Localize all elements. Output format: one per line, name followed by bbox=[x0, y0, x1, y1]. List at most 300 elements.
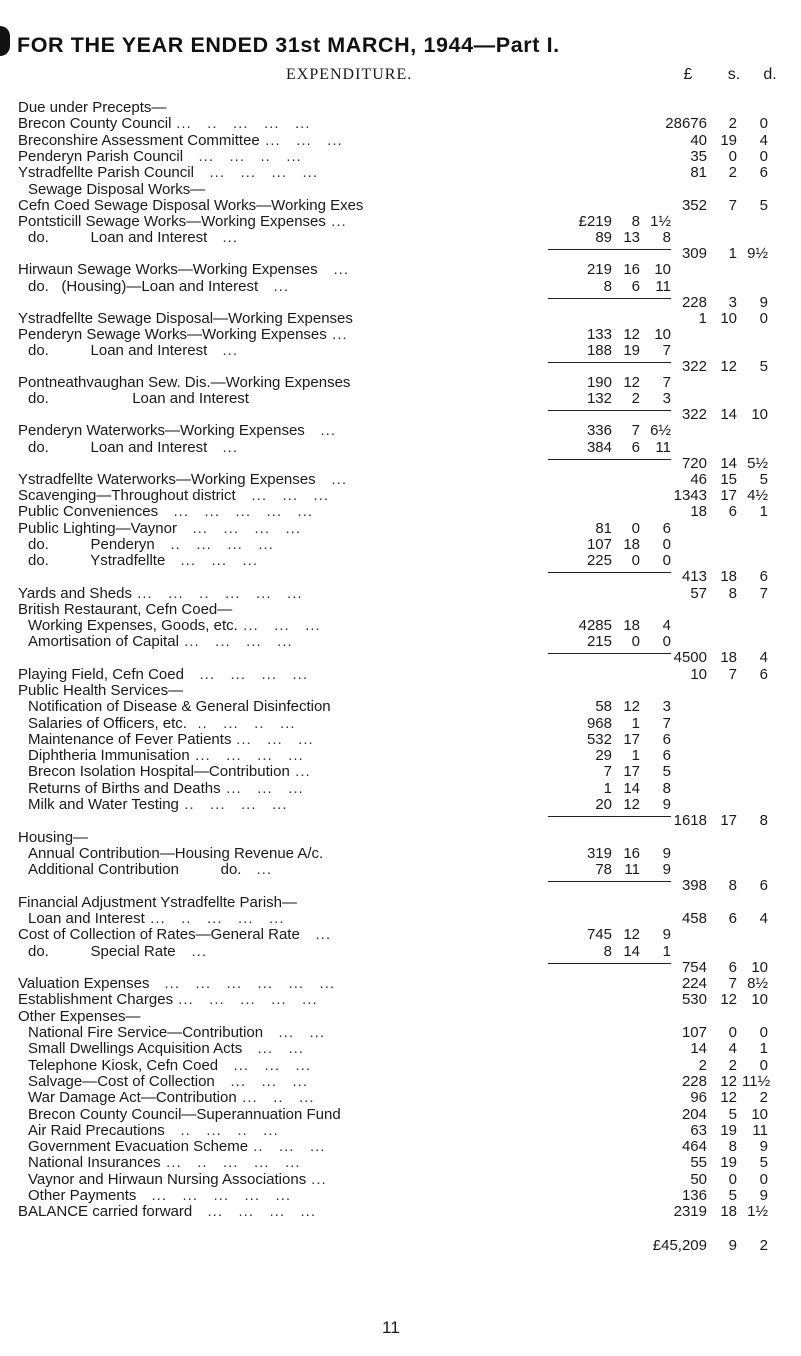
leader-dots: ... bbox=[300, 926, 332, 943]
leader-dots: ... bbox=[241, 861, 273, 878]
mid-amount: 968 bbox=[586, 715, 612, 732]
right-amount: 55 bbox=[690, 1154, 707, 1171]
mid-amount: 11 bbox=[655, 439, 671, 456]
right-amount: 5 bbox=[759, 471, 768, 488]
ledger-row bbox=[0, 1090, 801, 1106]
mid-amount: 1 bbox=[631, 747, 640, 764]
subtotal-row bbox=[0, 295, 801, 311]
mid-amount: 8 bbox=[603, 278, 612, 295]
subtotal-row bbox=[0, 407, 801, 423]
leader-dots: ... ... ... bbox=[165, 552, 259, 569]
right-amount: 15 bbox=[720, 471, 737, 488]
right-amount: 12 bbox=[720, 991, 737, 1008]
right-amount: 4 bbox=[759, 132, 768, 149]
leader-dots: ... bbox=[258, 278, 290, 295]
row-description: Small Dwellings Acquisition Acts bbox=[28, 1040, 243, 1057]
right-amount: 8 bbox=[728, 1138, 737, 1155]
mid-amount: 384 bbox=[586, 439, 612, 456]
right-amount: 14 bbox=[690, 1040, 707, 1057]
ledger-row bbox=[0, 764, 801, 780]
subtotal-amount: 413 bbox=[681, 568, 707, 585]
ledger-row bbox=[0, 1204, 801, 1220]
ledger-row bbox=[0, 100, 801, 116]
right-amount: 6 bbox=[728, 503, 737, 520]
ledger-row bbox=[0, 116, 801, 132]
right-amount: 11½ bbox=[742, 1073, 771, 1090]
row-description: Yards and Sheds bbox=[18, 585, 132, 602]
right-amount: 224 bbox=[681, 975, 707, 992]
mid-amount: 12 bbox=[623, 698, 640, 715]
row-description: do. Loan and Interest bbox=[28, 229, 208, 246]
right-amount: 46 bbox=[690, 471, 707, 488]
row-description: Government Evacuation Scheme bbox=[28, 1138, 249, 1155]
leader-dots: ... bbox=[306, 1171, 327, 1188]
leader-dots: ... .. ... bbox=[237, 1089, 315, 1106]
ledger-row bbox=[0, 440, 801, 456]
row-description: Valuation Expenses bbox=[18, 975, 150, 992]
row-description: do. Loan and Interest bbox=[28, 439, 208, 456]
leader-dots: ... bbox=[326, 213, 347, 230]
row-description: Cefn Coed Sewage Disposal Works—Working Exes bbox=[18, 197, 364, 214]
right-amount: 228 bbox=[681, 1073, 707, 1090]
right-amount: 4 bbox=[728, 1040, 737, 1057]
ledger-row bbox=[0, 423, 801, 439]
leader-dots: ... ... ... ... ... bbox=[158, 503, 314, 520]
right-amount: 81 bbox=[690, 164, 707, 181]
ledger-row bbox=[0, 149, 801, 165]
right-amount: 9 bbox=[759, 1138, 768, 1155]
right-amount: 10 bbox=[751, 1106, 768, 1123]
right-amount: 107 bbox=[681, 1024, 707, 1041]
right-amount: 1 bbox=[759, 1040, 768, 1057]
ledger-row bbox=[0, 1172, 801, 1188]
mid-amount: 58 bbox=[595, 698, 612, 715]
ledger-row bbox=[0, 311, 801, 327]
ledger-row bbox=[0, 1074, 801, 1090]
right-amount: 5 bbox=[728, 1106, 737, 1123]
right-amount: 0 bbox=[728, 1024, 737, 1041]
ledger-row bbox=[0, 1139, 801, 1155]
subtotal-amount: 14 bbox=[720, 455, 737, 472]
right-amount: 4 bbox=[759, 910, 768, 927]
ledger-row bbox=[0, 262, 801, 278]
right-amount: 28676 bbox=[665, 115, 707, 132]
subtotal-amount: 9½ bbox=[747, 245, 768, 262]
row-description: Ystradfellte Sewage Disposal—Working Expenses bbox=[18, 310, 353, 327]
right-amount: 19 bbox=[720, 1122, 737, 1139]
mid-amount: 11 bbox=[624, 861, 640, 878]
leader-dots: ... ... bbox=[242, 1040, 305, 1057]
mid-amount: 78 bbox=[595, 861, 612, 878]
right-amount: 7 bbox=[759, 585, 768, 602]
subtotal-amount: 5½ bbox=[747, 455, 768, 472]
right-amount: 2 bbox=[728, 1057, 737, 1074]
subtotal-amount: 8 bbox=[759, 812, 768, 829]
subtotal-amount: 322 bbox=[681, 406, 707, 423]
mid-amount: 219 bbox=[586, 261, 612, 278]
right-amount: 7 bbox=[728, 197, 737, 214]
unit-pence: d. bbox=[763, 66, 777, 83]
right-amount: 2 bbox=[728, 115, 737, 132]
mid-amount: 7 bbox=[631, 422, 640, 439]
row-description: Due under Precepts— bbox=[18, 99, 167, 116]
mid-amount: 5 bbox=[662, 763, 671, 780]
right-amount: 63 bbox=[690, 1122, 707, 1139]
subtotal-amount: 398 bbox=[681, 877, 707, 894]
leader-dots: ... bbox=[207, 229, 239, 246]
grand-total-amount: 9 bbox=[728, 1237, 737, 1254]
row-description: Annual Contribution—Housing Revenue A/c. bbox=[28, 845, 324, 862]
leader-dots: ... bbox=[318, 261, 350, 278]
ledger-row bbox=[0, 634, 801, 650]
right-amount: 10 bbox=[690, 666, 707, 683]
right-amount: 10 bbox=[720, 310, 737, 327]
mid-amount: 319 bbox=[586, 845, 612, 862]
ledger-row bbox=[0, 716, 801, 732]
right-amount: 530 bbox=[681, 991, 707, 1008]
row-description: Working Expenses, Goods, etc. bbox=[28, 617, 238, 634]
subtotal-row bbox=[0, 359, 801, 375]
row-description: Amortisation of Capital bbox=[28, 633, 179, 650]
mid-amount: 225 bbox=[586, 552, 612, 569]
mid-amount: 3 bbox=[662, 698, 671, 715]
ledger-row bbox=[0, 521, 801, 537]
row-description: Sewage Disposal Works— bbox=[28, 181, 206, 198]
leader-dots: ... ... ... bbox=[236, 487, 330, 504]
right-amount: 18 bbox=[720, 1203, 737, 1220]
mid-amount: 7 bbox=[662, 342, 671, 359]
ledger-row bbox=[0, 537, 801, 553]
mid-amount: 532 bbox=[586, 731, 612, 748]
mid-amount: 7 bbox=[603, 763, 612, 780]
leader-dots: ... bbox=[327, 326, 348, 343]
row-description: Vaynor and Hirwaun Nursing Associations bbox=[28, 1171, 307, 1188]
right-amount: 2 bbox=[728, 164, 737, 181]
mid-amount: 12 bbox=[623, 326, 640, 343]
right-amount: 0 bbox=[728, 1171, 737, 1188]
subtotal-amount: 6 bbox=[728, 959, 737, 976]
subtotal-amount: 322 bbox=[681, 358, 707, 375]
ledger-row bbox=[0, 214, 801, 230]
ledger-row bbox=[0, 472, 801, 488]
mid-amount: £219 bbox=[578, 213, 612, 230]
right-amount: 458 bbox=[681, 910, 707, 927]
right-amount: 50 bbox=[690, 1171, 707, 1188]
leader-dots: ... bbox=[176, 943, 208, 960]
subtotal-amount: 4500 bbox=[673, 649, 707, 666]
row-description: National Insurances bbox=[28, 1154, 161, 1171]
row-description: Maintenance of Fever Patients bbox=[28, 731, 232, 748]
mid-amount: 9 bbox=[662, 845, 671, 862]
leader-dots: ... bbox=[316, 471, 348, 488]
subtotal-amount: 10 bbox=[751, 406, 768, 423]
row-description: Milk and Water Testing bbox=[28, 796, 179, 813]
mid-amount: 215 bbox=[586, 633, 612, 650]
right-amount: 11 bbox=[752, 1122, 768, 1139]
mid-amount: 2 bbox=[631, 390, 640, 407]
mid-amount: 133 bbox=[586, 326, 612, 343]
row-description: Hirwaun Sewage Works—Working Expenses bbox=[18, 261, 318, 278]
row-description: Returns of Births and Deaths bbox=[28, 780, 221, 797]
mid-amount: 3 bbox=[662, 390, 671, 407]
right-amount: 1 bbox=[759, 503, 768, 520]
leader-dots: ... ... .. ... ... ... bbox=[132, 585, 303, 602]
section-title: EXPENDITURE. bbox=[286, 66, 413, 83]
leader-dots: ... ... ... bbox=[260, 132, 343, 149]
right-amount: 1½ bbox=[747, 1203, 768, 1220]
subtotal-amount: 309 bbox=[681, 245, 707, 262]
mid-amount: 9 bbox=[662, 926, 671, 943]
right-amount: 2 bbox=[759, 1089, 768, 1106]
row-description: Financial Adjustment Ystradfellte Parish— bbox=[18, 894, 298, 911]
mid-amount: 0 bbox=[662, 536, 671, 553]
row-description: do. Special Rate bbox=[28, 943, 176, 960]
right-amount: 2319 bbox=[673, 1203, 707, 1220]
mid-amount: 6½ bbox=[650, 422, 671, 439]
right-amount: 0 bbox=[759, 1024, 768, 1041]
row-description: War Damage Act—Contribution bbox=[28, 1089, 237, 1106]
mid-amount: 19 bbox=[623, 342, 640, 359]
mid-amount: 6 bbox=[662, 520, 671, 537]
right-amount: 8½ bbox=[747, 975, 768, 992]
mid-amount: 89 bbox=[595, 229, 612, 246]
row-description: do. Ystradfellte bbox=[28, 552, 166, 569]
row-description: Public Lighting—Vaynor bbox=[18, 520, 177, 537]
right-amount: 35 bbox=[690, 148, 707, 165]
ledger-row bbox=[0, 944, 801, 960]
row-description: Other Expenses— bbox=[18, 1008, 141, 1025]
ledger-row bbox=[0, 586, 801, 602]
right-amount: 5 bbox=[759, 1154, 768, 1171]
row-description: Loan and Interest bbox=[28, 910, 145, 927]
row-description: Public Health Services— bbox=[18, 682, 184, 699]
ledger-row bbox=[0, 488, 801, 504]
right-amount: 0 bbox=[759, 1057, 768, 1074]
row-description: Salvage—Cost of Collection bbox=[28, 1073, 215, 1090]
ledger-row bbox=[0, 343, 801, 359]
row-description: Penderyn Sewage Works—Working Expenses bbox=[18, 326, 327, 343]
mid-amount: 13 bbox=[623, 229, 640, 246]
subtotal-amount: 8 bbox=[728, 877, 737, 894]
row-description: Penderyn Parish Council bbox=[18, 148, 184, 165]
mid-amount: 17 bbox=[623, 763, 640, 780]
row-description: Breconshire Assessment Committee bbox=[18, 132, 260, 149]
row-description: Establishment Charges bbox=[18, 991, 174, 1008]
ledger-row bbox=[0, 992, 801, 1008]
unit-shillings: s. bbox=[727, 66, 741, 83]
unit-pounds: £ bbox=[683, 66, 693, 83]
page-header: FOR THE YEAR ENDED 31st MARCH, 1944—Part I. bbox=[17, 33, 560, 57]
mid-amount: 11 bbox=[655, 278, 671, 295]
ledger-row bbox=[0, 391, 801, 407]
mid-amount: 6 bbox=[662, 747, 671, 764]
mid-amount: 10 bbox=[654, 261, 671, 278]
mid-amount: 18 bbox=[623, 617, 640, 634]
row-description: Scavenging—Throughout district bbox=[18, 487, 236, 504]
mid-amount: 6 bbox=[662, 731, 671, 748]
right-amount: 0 bbox=[728, 148, 737, 165]
subtotal-amount: 9 bbox=[759, 294, 768, 311]
right-amount: 8 bbox=[728, 585, 737, 602]
subtotal-amount: 228 bbox=[681, 294, 707, 311]
grand-total-row bbox=[0, 1238, 801, 1254]
right-amount: 7 bbox=[728, 666, 737, 683]
right-amount: 0 bbox=[759, 115, 768, 132]
ledger-row bbox=[0, 165, 801, 181]
ledger-row bbox=[0, 732, 801, 748]
mid-amount: 4285 bbox=[578, 617, 612, 634]
right-amount: 1 bbox=[698, 310, 707, 327]
leader-dots: ... ... ... ... ... ... bbox=[149, 975, 336, 992]
mid-amount: 7 bbox=[662, 374, 671, 391]
right-amount: 0 bbox=[759, 1171, 768, 1188]
mid-amount: 745 bbox=[586, 926, 612, 943]
subtotal-amount: 754 bbox=[681, 959, 707, 976]
leader-dots: ... ... ... ... bbox=[194, 164, 319, 181]
mid-amount: 12 bbox=[623, 796, 640, 813]
mid-amount: 16 bbox=[623, 845, 640, 862]
subtotal-row bbox=[0, 650, 801, 666]
page-number: 11 bbox=[382, 1318, 400, 1337]
mid-amount: 14 bbox=[623, 780, 640, 797]
right-amount: 12 bbox=[720, 1073, 737, 1090]
subtotal-row bbox=[0, 960, 801, 976]
mid-amount: 1 bbox=[631, 715, 640, 732]
ledger-row bbox=[0, 927, 801, 943]
right-amount: 204 bbox=[681, 1106, 707, 1123]
right-amount: 17 bbox=[720, 487, 737, 504]
row-description: Brecon Isolation Hospital—Contribution bbox=[28, 763, 290, 780]
subtotal-amount: 18 bbox=[720, 568, 737, 585]
ledger-row bbox=[0, 699, 801, 715]
right-amount: 4½ bbox=[747, 487, 768, 504]
leader-dots: .. ... ... bbox=[248, 1138, 326, 1155]
leader-dots: ... bbox=[305, 422, 337, 439]
mid-amount: 17 bbox=[623, 731, 640, 748]
ledger-row bbox=[0, 1188, 801, 1204]
subtotal-row bbox=[0, 878, 801, 894]
leader-dots: ... ... ... bbox=[218, 1057, 312, 1074]
row-description: Telephone Kiosk, Cefn Coed bbox=[28, 1057, 219, 1074]
ledger-row bbox=[0, 1041, 801, 1057]
leader-dots: ... ... .. ... bbox=[183, 148, 302, 165]
mid-amount: 7 bbox=[662, 715, 671, 732]
subtotal-amount: 14 bbox=[720, 406, 737, 423]
row-description: do. Loan and Interest bbox=[28, 390, 249, 407]
subtotal-amount: 3 bbox=[728, 294, 737, 311]
ledger-row bbox=[0, 133, 801, 149]
row-description: National Fire Service—Contribution bbox=[28, 1024, 264, 1041]
row-description: Salaries of Officers, etc. bbox=[28, 715, 187, 732]
ledger-row bbox=[0, 846, 801, 862]
mid-amount: 12 bbox=[623, 374, 640, 391]
mid-amount: 0 bbox=[631, 552, 640, 569]
mid-amount: 0 bbox=[662, 633, 671, 650]
ledger-row bbox=[0, 1123, 801, 1139]
right-amount: 96 bbox=[690, 1089, 707, 1106]
right-amount: 19 bbox=[720, 132, 737, 149]
leader-dots: ... ... bbox=[263, 1024, 326, 1041]
mid-amount: 18 bbox=[623, 536, 640, 553]
ledger-row bbox=[0, 1025, 801, 1041]
right-amount: 0 bbox=[759, 310, 768, 327]
right-amount: 18 bbox=[690, 503, 707, 520]
ledger-row bbox=[0, 230, 801, 246]
row-description: Playing Field, Cefn Coed bbox=[18, 666, 184, 683]
right-amount: 6 bbox=[759, 164, 768, 181]
right-amount: 19 bbox=[720, 1154, 737, 1171]
ledger-row bbox=[0, 797, 801, 813]
leader-dots: ... ... ... ... bbox=[184, 666, 309, 683]
leader-dots: ... bbox=[207, 342, 239, 359]
mid-amount: 132 bbox=[586, 390, 612, 407]
ledger-row bbox=[0, 911, 801, 927]
mid-amount: 14 bbox=[623, 943, 640, 960]
leader-dots: .. ... ... ... bbox=[179, 796, 288, 813]
row-description: do. (Housing)—Loan and Interest bbox=[28, 278, 259, 295]
row-description: Other Payments bbox=[28, 1187, 137, 1204]
mid-amount: 8 bbox=[631, 213, 640, 230]
ledger-row bbox=[0, 618, 801, 634]
mid-amount: 4 bbox=[662, 617, 671, 634]
mid-amount: 1½ bbox=[650, 213, 671, 230]
row-description: Public Conveniences bbox=[18, 503, 159, 520]
leader-dots: ... .. ... ... ... bbox=[171, 115, 311, 132]
ledger-row bbox=[0, 602, 801, 618]
row-description: Notification of Disease & General Disinfection bbox=[28, 698, 331, 715]
page-edge-mark bbox=[0, 26, 10, 56]
leader-dots: ... ... ... bbox=[221, 780, 304, 797]
mid-amount: 190 bbox=[586, 374, 612, 391]
mid-amount: 8 bbox=[603, 943, 612, 960]
mid-amount: 20 bbox=[595, 796, 612, 813]
right-amount: 57 bbox=[690, 585, 707, 602]
mid-amount: 6 bbox=[631, 439, 640, 456]
row-description: do. Loan and Interest bbox=[28, 342, 208, 359]
mid-amount: 1 bbox=[662, 943, 671, 960]
row-description: Ystradfellte Parish Council bbox=[18, 164, 194, 181]
leader-dots: ... ... ... ... ... bbox=[173, 991, 318, 1008]
right-amount: 5 bbox=[728, 1187, 737, 1204]
right-amount: 6 bbox=[759, 666, 768, 683]
leader-dots: ... ... ... ... ... bbox=[136, 1187, 292, 1204]
subtotal-amount: 5 bbox=[759, 358, 768, 375]
subtotal-amount: 1618 bbox=[673, 812, 707, 829]
right-amount: 7 bbox=[728, 975, 737, 992]
mid-amount: 107 bbox=[586, 536, 612, 553]
leader-dots: ... ... ... ... bbox=[177, 520, 302, 537]
leader-dots: ... bbox=[207, 439, 239, 456]
subtotal-amount: 1 bbox=[728, 245, 737, 262]
mid-amount: 336 bbox=[586, 422, 612, 439]
subtotal-amount: 12 bbox=[720, 358, 737, 375]
ledger-row bbox=[0, 504, 801, 520]
row-description: do. Penderyn bbox=[28, 536, 155, 553]
leader-dots: ... ... ... ... bbox=[192, 1203, 317, 1220]
row-description: Cost of Collection of Rates—General Rate bbox=[18, 926, 300, 943]
right-amount: 464 bbox=[681, 1138, 707, 1155]
ledger-row bbox=[0, 198, 801, 214]
leader-dots: ... .. ... ... ... bbox=[161, 1154, 301, 1171]
right-amount: 40 bbox=[690, 132, 707, 149]
row-description: Pontneathvaughan Sew. Dis.—Working Expenses bbox=[18, 374, 351, 391]
right-amount: 9 bbox=[759, 1187, 768, 1204]
row-description: BALANCE carried forward bbox=[18, 1203, 193, 1220]
mid-amount: 6 bbox=[631, 278, 640, 295]
row-description: Ystradfellte Waterworks—Working Expenses bbox=[18, 471, 316, 488]
leader-dots: .. ... ... ... bbox=[155, 536, 274, 553]
mid-amount: 9 bbox=[662, 861, 671, 878]
